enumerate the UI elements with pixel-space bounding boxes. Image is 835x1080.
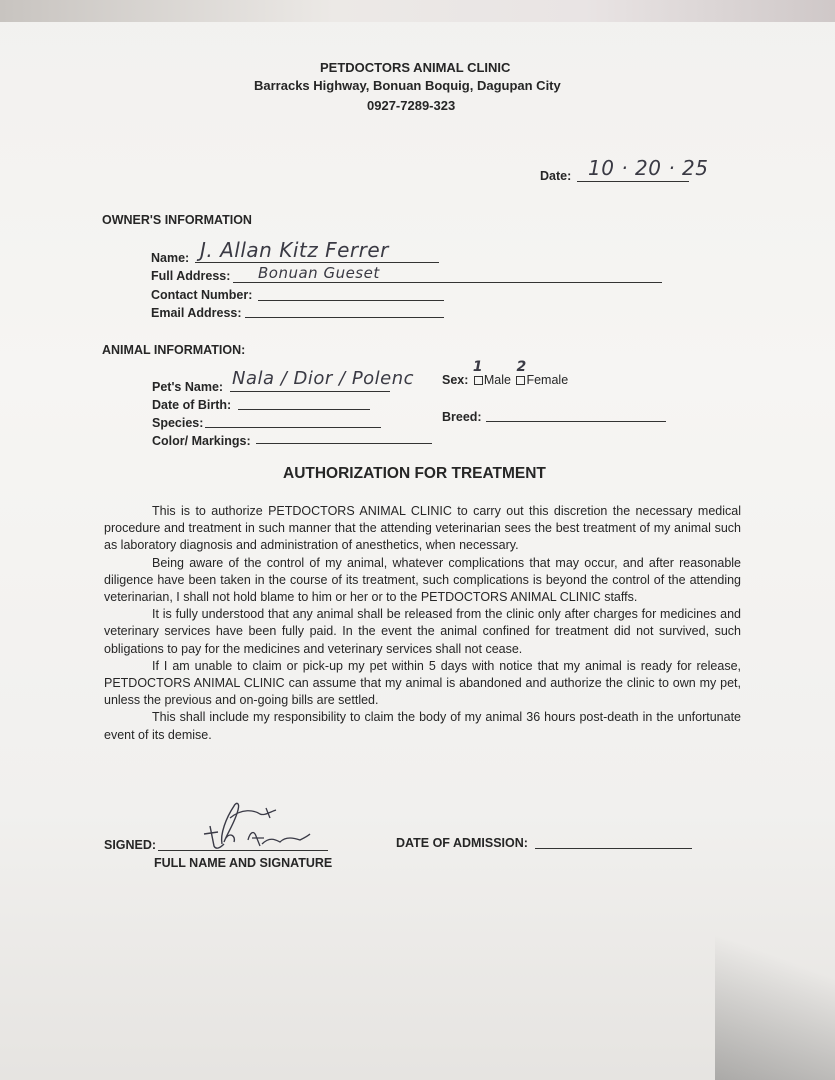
male-label: Male: [483, 373, 511, 387]
color-label: Color/ Markings:: [152, 434, 251, 448]
female-count: 2: [516, 359, 527, 375]
date-label: Date:: [540, 169, 572, 183]
clinic-phone: 0927-7289-323: [367, 98, 456, 113]
male-checkbox[interactable]: [474, 376, 483, 385]
admission-date-line[interactable]: [535, 848, 692, 849]
species-line[interactable]: [205, 427, 381, 428]
female-option[interactable]: [514, 359, 569, 387]
female-checkbox[interactable]: [516, 376, 525, 385]
breed-label: Breed:: [442, 410, 482, 424]
authorization-title: AUTHORIZATION FOR TREATMENT: [283, 465, 546, 482]
sex-label-text: Sex:: [442, 373, 469, 387]
signed-label: SIGNED:: [104, 838, 157, 852]
signature-scribble[interactable]: [190, 796, 320, 858]
email-label: Email Address:: [151, 306, 242, 320]
owner-address-value[interactable]: Bonuan Gueset: [258, 264, 380, 282]
authorization-paragraph-5: This shall include my responsibility to claim the body of my animal 36 hours post-death in the unfortunate event of its demise.: [104, 710, 741, 742]
pet-name-line: [230, 391, 390, 392]
species-label: Species:: [152, 416, 204, 430]
pet-name-value[interactable]: Nala / Dior / Polenc: [232, 368, 415, 389]
email-line[interactable]: [245, 317, 444, 318]
signature-caption: FULL NAME AND SIGNATURE: [154, 856, 333, 870]
female-label: Female: [526, 373, 569, 387]
authorization-paragraph-2: Being aware of the control of my animal, whatever complications that may occur, and after reasonable diligence have been taken in the course of its treatment, such complications is beyond the control of the attending veterinarian, I shall not hold blame to him or her or to the PETDOCTORS ANIMAL CLINIC staffs.: [104, 555, 741, 605]
authorization-paragraph-3: It is fully understood that any animal shall be released from the clinic only after charges for medicines and veterinary services have been fully paid. In the event the animal confined for treatment did not survived, such obligations to pay for the medicines and veterinary services shall not cease.: [104, 607, 741, 656]
name-label: Name:: [151, 251, 190, 265]
dob-label: Date of Birth:: [152, 398, 232, 412]
clinic-name: PETDOCTORS ANIMAL CLINIC: [320, 60, 511, 75]
authorization-paragraph-4: If I am unable to claim or pick-up my pet within 5 days with notice that my animal is ready for release, PETDOCTORS ANIMAL CLINIC can assume that my animal is abandoned and authorize the clinic to own my pet, unless the previous and on-going bills are settled.: [104, 658, 741, 708]
owner-name-value[interactable]: J. Allan Kitz Ferrer: [200, 238, 389, 262]
animal-heading: ANIMAL INFORMATION:: [102, 343, 246, 357]
admission-date-label: DATE OF ADMISSION:: [396, 836, 528, 850]
address-line: [233, 282, 662, 283]
name-line: [195, 262, 439, 263]
male-count: 1: [472, 359, 484, 375]
sex-label: [442, 359, 569, 387]
page-shadow: [715, 880, 835, 1080]
authorization-paragraph-1: This is to authorize PETDOCTORS ANIMAL CLINIC to carry out this discretion the necessary medical procedure and treatment in such manner that the attending veterinarian sees the best treatment of my animal such as laboratory diagnosis and administration of anesthetics, when necessary.: [104, 504, 741, 553]
address-label: Full Address:: [151, 269, 231, 283]
pet-name-label: Pet's Name:: [152, 380, 224, 394]
top-edge-blur: [0, 0, 835, 22]
contact-line[interactable]: [258, 300, 444, 301]
dob-line[interactable]: [238, 409, 370, 410]
contact-label: Contact Number:: [151, 288, 253, 302]
date-line: [577, 181, 689, 182]
authorization-body: [104, 503, 741, 744]
date-value[interactable]: 10 · 20 · 25: [588, 156, 709, 180]
breed-line[interactable]: [486, 421, 666, 422]
male-option[interactable]: [472, 359, 515, 387]
clinic-address: Barracks Highway, Bonuan Boquig, Dagupan City: [254, 78, 561, 93]
owner-heading: OWNER'S INFORMATION: [102, 213, 252, 227]
color-line[interactable]: [256, 443, 432, 444]
